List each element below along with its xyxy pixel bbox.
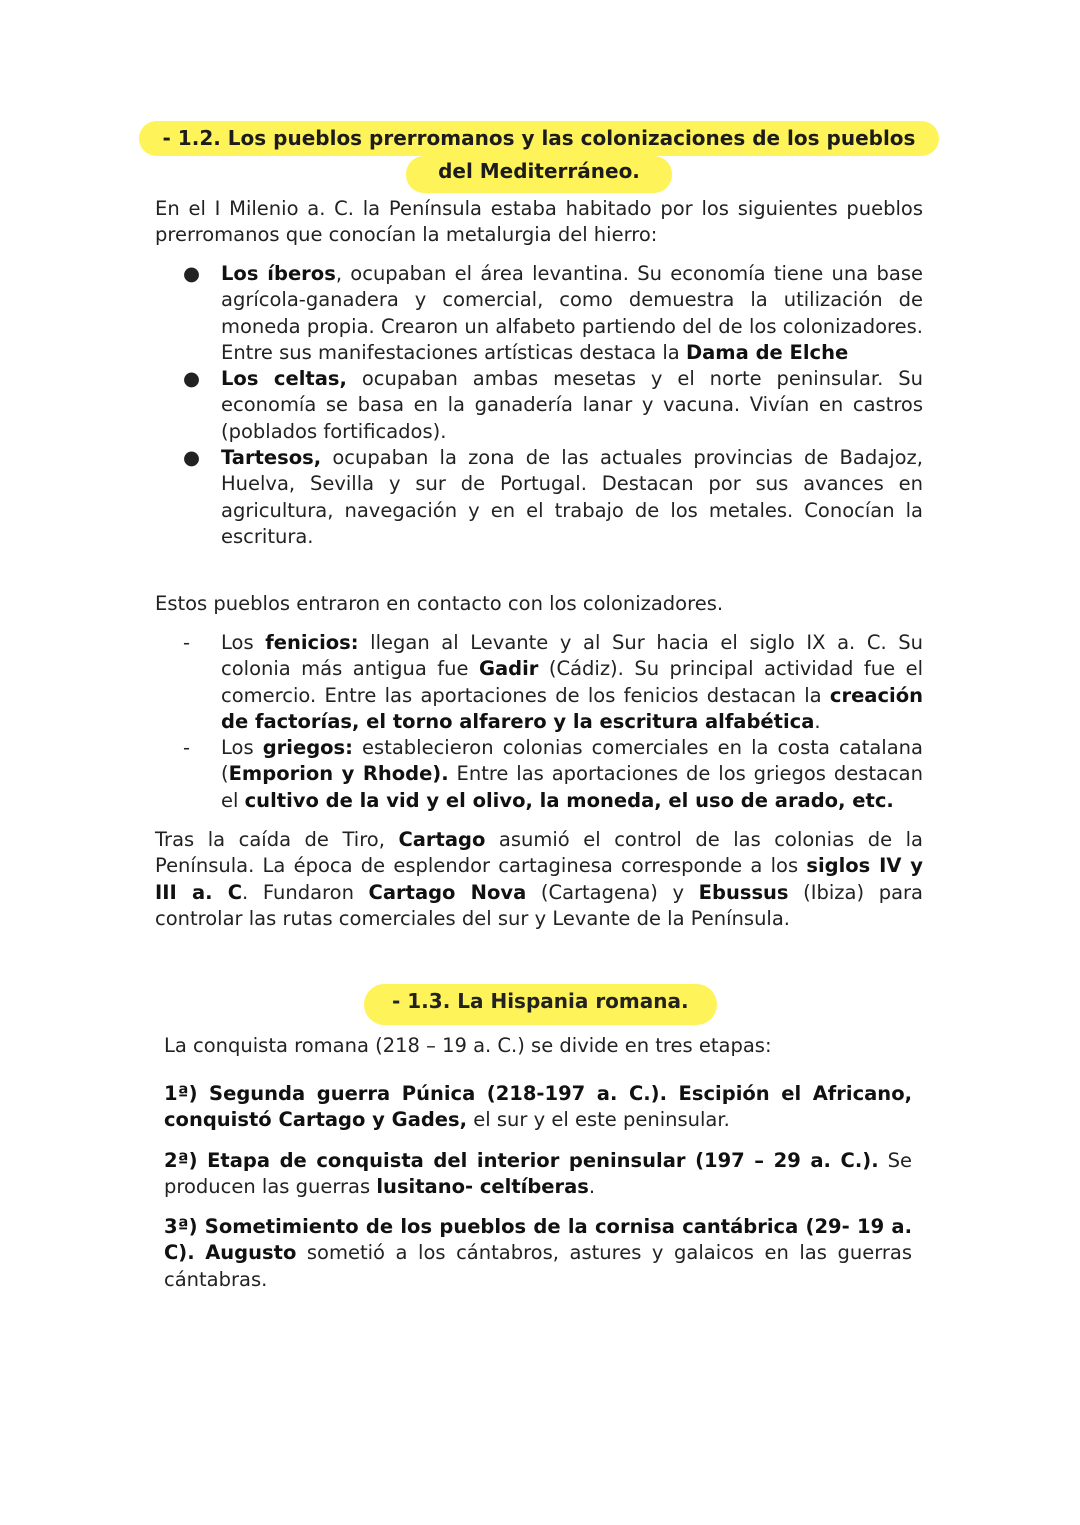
text: (Ibiza) para controlar las rutas comerciales del sur y Levante de la Península. [155,880,923,930]
text: establecieron colonias comerciales en la costa catalana ( [221,736,923,786]
text: Los [221,631,266,654]
bold-text: Cartago Nova [368,880,527,904]
bold-text: siglos IV y III a. C [155,854,923,904]
text: Se producen las guerras [164,1149,912,1199]
contact-text: Estos pueblos entraron en contacto con los colonizadores. [155,592,724,615]
text: sometió a los cántabros, astures y galaicos en las guerras cántabras. [164,1241,913,1291]
list-item [155,366,923,445]
bold-text: cultivo de la vid y el olivo, la moneda, el uso de arado, etc. [244,788,894,812]
text: . Fundaron [242,880,369,904]
bold-text: creación de factorías, el torno alfarero y la escritura alfabética [221,683,923,733]
people-name: Los celtas, [221,367,347,391]
bold-text: Emporion y Rhode). [228,762,449,786]
bold-text: 3ª) Sometimiento de los pueblos de la cornisa cantábrica (29- 19 a. C). [164,1215,912,1265]
section-title-line-2: del Mediterráneo. [406,156,672,193]
bold-text: fenicios: [265,631,359,654]
intro-text: En el I Milenio a. C. la Península estaba habitado por los siguientes pueblos prerromanos que conocían la metalurgia del hierro: [155,197,923,247]
bold-text: griegos: [262,736,353,760]
peoples-list [155,261,923,550]
bold-text: Cartago [398,828,486,851]
bold-text: 2ª) Etapa de conquista del interior peninsular (197 – 29 a. C.). [164,1149,879,1172]
bold-text: Ebussus [698,880,789,904]
contact-paragraph [155,591,923,617]
people-description: ocupaban la zona de las actuales provincias de Badajoz, Huelva, Sevilla y sur de Portugal. Destacan por sus avances en agricultura, navegación y en el trabajo de los metales. Conocían la escritura. [221,446,923,548]
colonizers-list [155,630,923,814]
intro-paragraph [155,196,923,249]
text [195,1241,206,1264]
text: asumió el control de las colonias de la Península. La época de esplendor cartaginesa corresponde a los [155,828,923,878]
stage-3 [164,1214,912,1293]
text: (Cartagena) y [526,880,699,904]
stage-1 [164,1081,912,1134]
text: Tras la caída de Tiro, [155,828,399,851]
text: . [588,1175,596,1199]
dash-marker: - [183,736,191,760]
text: (Cádiz). Su principal actividad fue el comercio. Entre las aportaciones de los fenicios destacan la [221,657,923,707]
people-description: , ocupaban el área levantina. Su economía tiene una base agrícola-ganadera y comercial, como demuestra la utilización de moneda propia. Crearon un alfabeto partiendo del de los colonizadores. Entre sus manifestaciones artísticas destaca la [221,262,923,364]
carthage-paragraph [155,827,923,932]
bold-text: Gadir [478,657,539,681]
bold-text: Augusto [205,1241,297,1265]
list-item [155,445,923,550]
text: el sur y el este peninsular. [467,1108,730,1132]
roman-intro-text: La conquista romana (218 – 19 a. C.) se divide en tres etapas: [164,1034,772,1057]
bullet-icon: ● [183,446,201,470]
list-item [155,261,923,366]
section-title-line-1: - 1.2. Los pueblos prerromanos y las colonizaciones de los pueblos [139,121,940,156]
people-highlight: Dama de Elche [685,340,849,364]
text: Los [221,736,263,760]
people-description: ocupaban ambas mesetas y el norte peninsular. Su economía se basa en la ganadería lanar y vacuna. Vivían en castros (poblados fortificados). [221,367,923,443]
bullet-icon: ● [183,262,201,285]
text: llegan al Levante y al Sur hacia el siglo IX a. C. Su colonia más antigua fue [221,631,924,681]
text: . [814,709,821,733]
text: Entre las aportaciones de los griegos destacan el [221,762,923,812]
stage-2 [164,1148,912,1201]
dash-marker: - [183,631,191,654]
people-name: Los íberos [221,262,336,285]
bold-text: 1ª) Segunda guerra Púnica (218-197 a. C.). Escipión el Africano, conquistó Cartago y Gades, [164,1082,912,1132]
people-name: Tartesos, [221,446,322,470]
roman-intro-paragraph [164,1033,924,1059]
section-title-1-2 [138,121,940,193]
section-title-1-3: - 1.3. La Hispania romana. [364,984,717,1025]
list-item [155,735,923,814]
list-item [155,630,923,735]
bullet-icon: ● [183,367,201,391]
bold-text: lusitano- celtíberas [376,1175,589,1199]
